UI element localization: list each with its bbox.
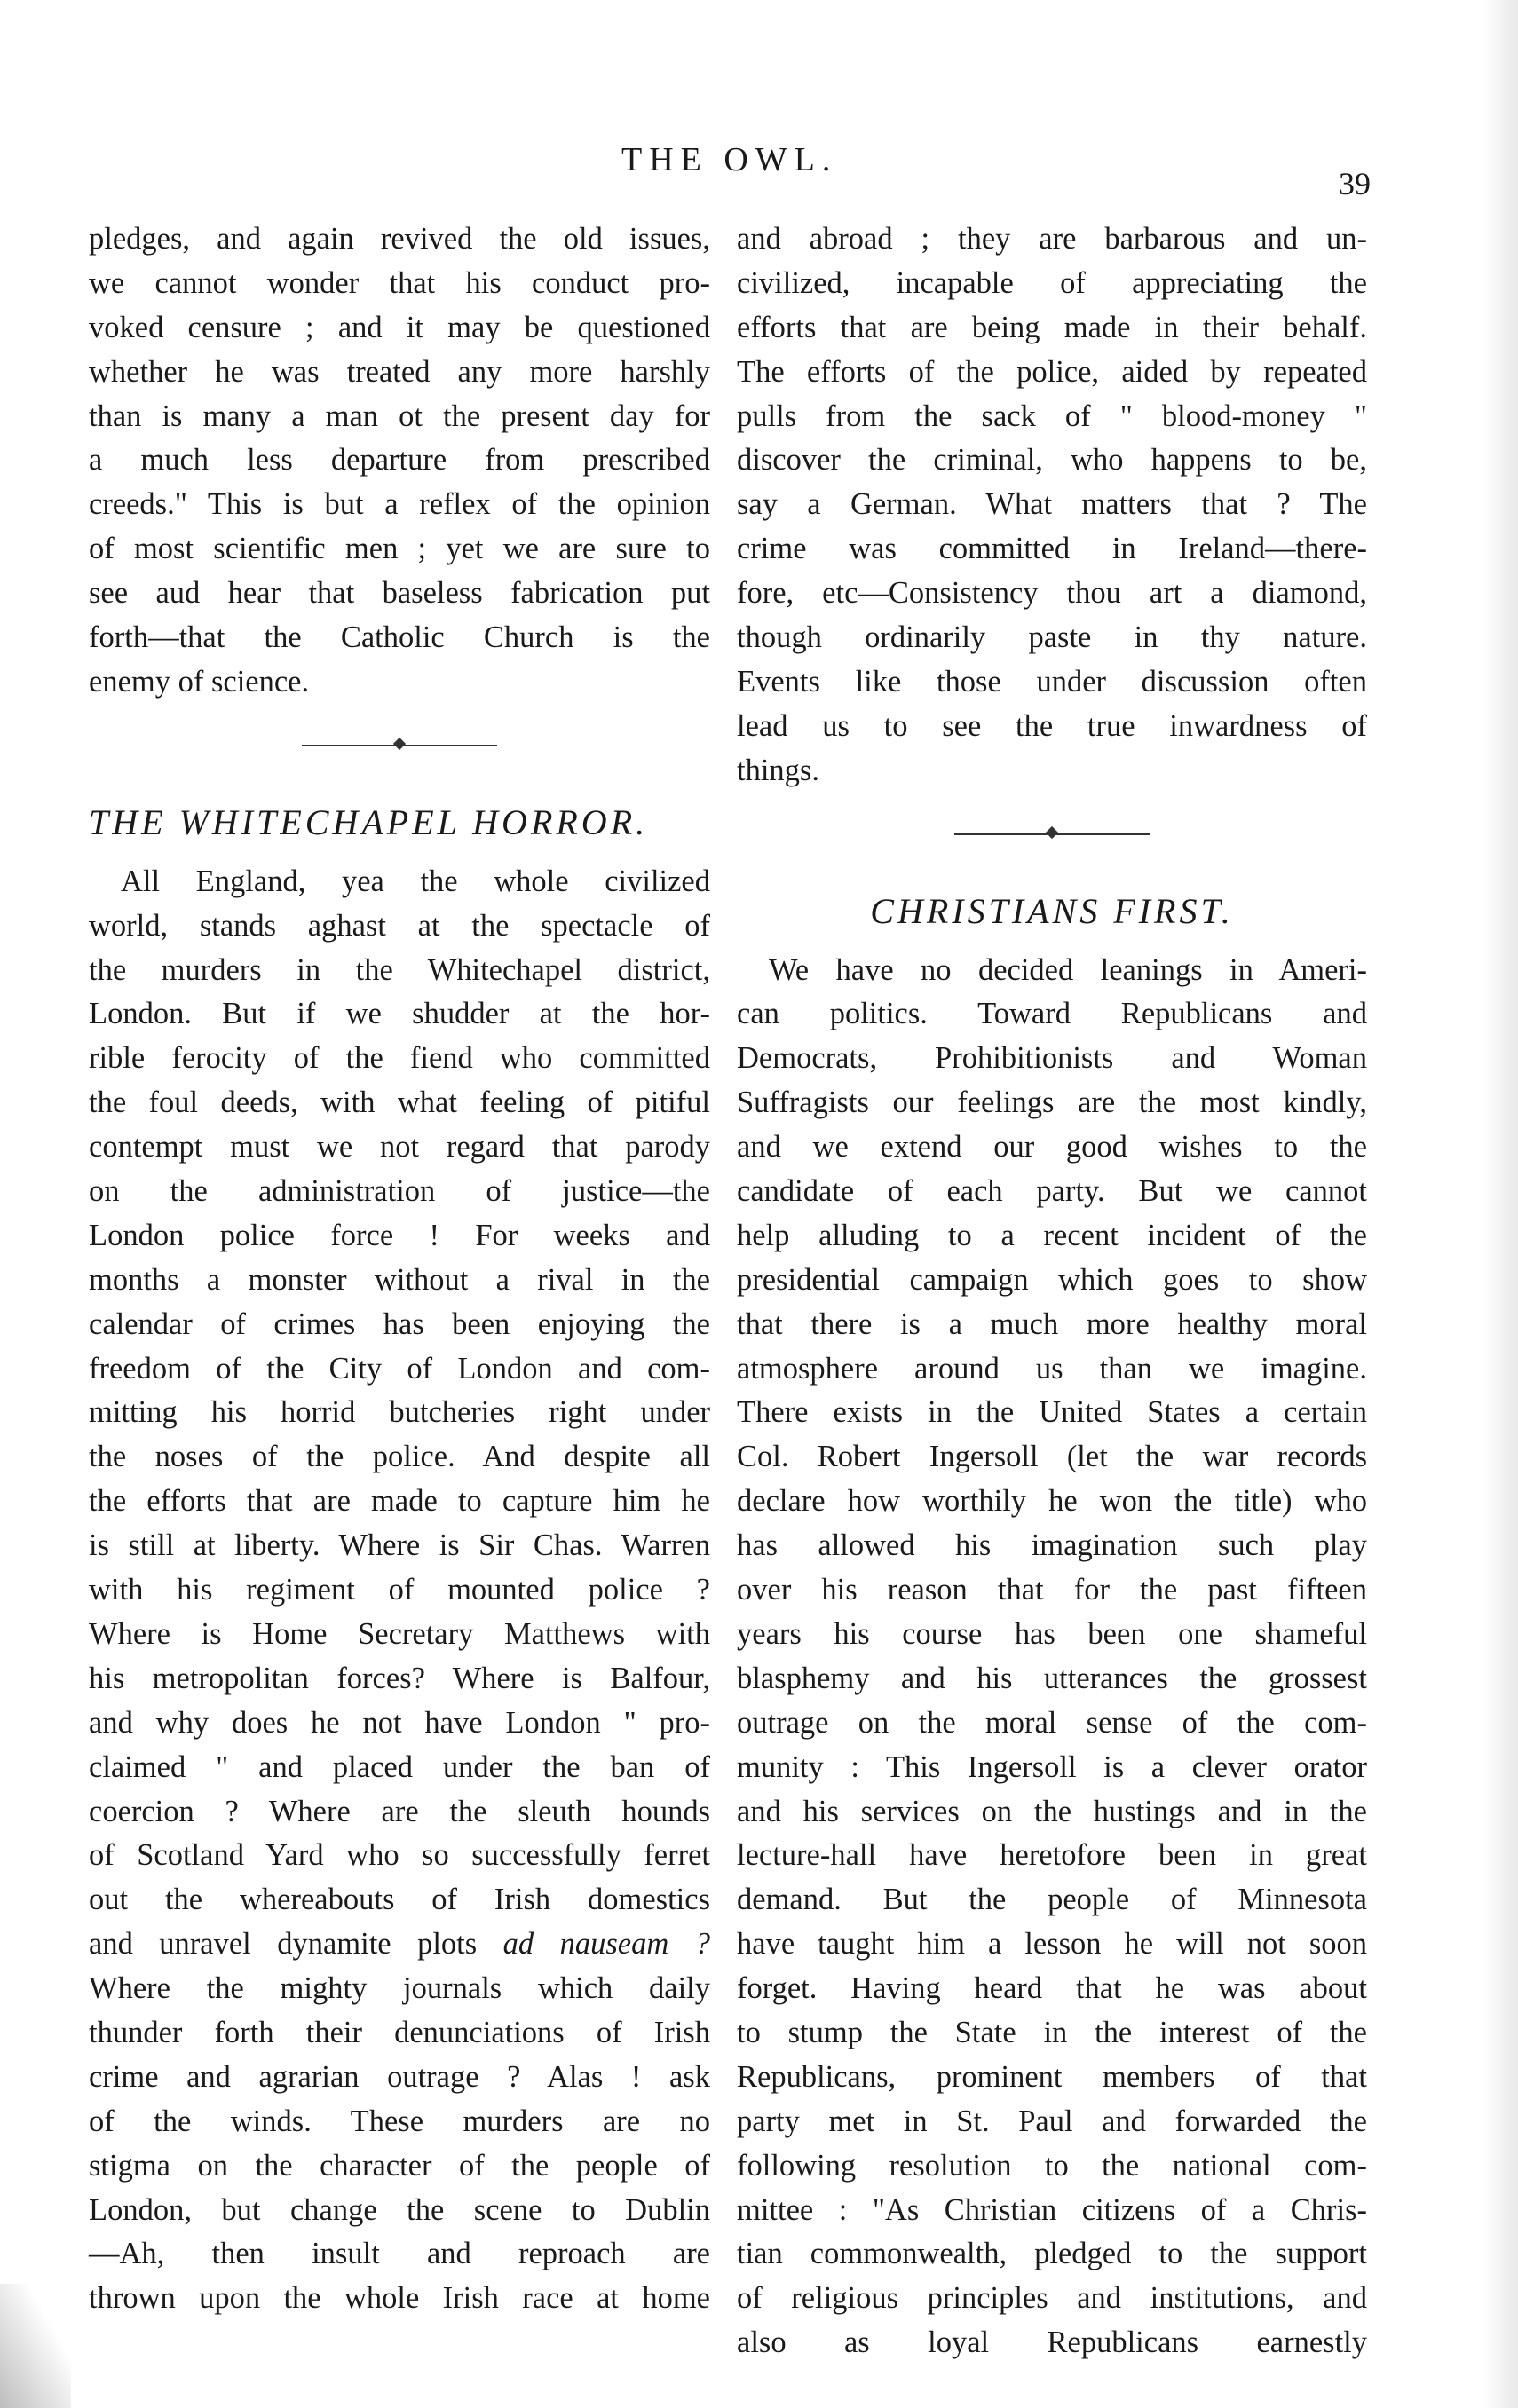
text-line: freedom of the City of London and com- [89, 1351, 710, 1386]
text-line: years his course has been one shameful [737, 1616, 1367, 1651]
text-line: Republicans, prominent members of that [737, 2059, 1367, 2094]
text-line: pledges, and again revived the old issues, [89, 222, 710, 256]
page-edge-shadow [1482, 0, 1518, 2408]
text-line: also as loyal Republicans earnestly [737, 2325, 1367, 2360]
text-line: presidential campaign which goes to show [737, 1262, 1367, 1297]
text-line: atmosphere around us than we imagine. [737, 1351, 1367, 1386]
text-line: efforts that are being made in their behalf. [737, 310, 1367, 344]
text-line: declare how worthily he won the title) who [737, 1484, 1367, 1519]
page-header [0, 140, 1518, 201]
text-line: London. But if we shudder at the hor- [89, 997, 710, 1031]
text-line: Col. Robert Ingersoll (let the war records [737, 1440, 1367, 1474]
text-line: London police force ! For weeks and [89, 1218, 710, 1252]
text-line: Where the mighty journals which daily [89, 1971, 710, 2006]
text-line: fore, etc—Consistency thou art a diamond, [737, 576, 1367, 611]
text-line: and why does he not have London " pro- [89, 1705, 710, 1740]
text-line: crime and agrarian outrage ? Alas ! ask [89, 2059, 710, 2094]
text-line: have taught him a lesson he will not soon [737, 1927, 1367, 1962]
page-corner-shadow [0, 2284, 71, 2408]
text-line: candidate of each party. But we cannot [737, 1174, 1367, 1209]
text-line: voked censure ; and it may be questioned [89, 310, 710, 344]
text-line: calendar of crimes has been enjoying the [89, 1307, 710, 1341]
text-line: lead us to see the true inwardness of [737, 708, 1367, 743]
text-line: mitting his horrid butcheries right under [89, 1395, 710, 1430]
text-line: world, stands aghast at the spectacle of [89, 908, 710, 943]
text-line: munity : This Ingersoll is a clever orator [737, 1749, 1367, 1784]
text-line: rible ferocity of the fiend who committed [89, 1041, 710, 1076]
text-line: the murders in the Whitechapel district, [89, 952, 710, 987]
text-line-with-italic [89, 1922, 710, 1967]
text-line: out the whereabouts of Irish domestics [89, 1883, 710, 1917]
text-line: on the administration of justice—the [89, 1174, 710, 1209]
text-line: of religious principles and institutions, and [737, 2281, 1367, 2316]
text-line: demand. But the people of Minnesota [737, 1883, 1367, 1917]
text-line: Events like those under discussion often [737, 664, 1367, 699]
text-line: mittee : "As Christian citizens of a Chris- [737, 2192, 1367, 2227]
text-line: civilized, incapable of appreciating the [737, 265, 1367, 300]
section-divider [737, 793, 1367, 873]
text-line: following resolution to the national com- [737, 2148, 1367, 2183]
text-line: Democrats, Prohibitionists and Woman [737, 1041, 1367, 1076]
text-line: pulls from the sack of " blood-money " [737, 399, 1367, 433]
text-line: can politics. Toward Republicans and [737, 997, 1367, 1031]
text-line: party met in St. Paul and forwarded the [737, 2104, 1367, 2138]
text-line: of most scientific men ; yet we are sure to [89, 532, 710, 566]
text-line: creeds." This is but a reflex of the opinion [89, 487, 710, 522]
text-line: lecture-hall have heretofore been in great [737, 1838, 1367, 1873]
text-line: We have no decided leanings in Ameri- [769, 952, 1367, 987]
article-body-christians-first [737, 949, 1367, 2366]
right-column [737, 217, 1367, 2365]
text-line: than is many a man ot the present day for [89, 399, 710, 433]
page-number: 39 [1339, 166, 1371, 201]
text-line: Where is Home Secretary Matthews with [89, 1616, 710, 1651]
text-line: outrage on the moral sense of the com- [737, 1705, 1367, 1740]
text-line: over his reason that for the past fifteen [737, 1573, 1367, 1607]
text-line: that there is a much more healthy moral [737, 1307, 1367, 1341]
text-line: stigma on the character of the people of [89, 2148, 710, 2183]
italic-phrase: ad nauseam ? [502, 1927, 711, 1962]
text-line: discover the criminal, who happens to be, [737, 443, 1367, 478]
text-line: All England, yea the whole civilized [121, 864, 710, 898]
text-line: London, but change the scene to Dublin [89, 2192, 710, 2227]
divider-ornament [393, 738, 406, 750]
text-line: the efforts that are made to capture him he [89, 1484, 710, 1519]
text-line: the noses of the police. And despite all [89, 1440, 710, 1474]
text-line: and his services on the hustings and in the [737, 1794, 1367, 1828]
text-line: forth—that the Catholic Church is the [89, 620, 710, 655]
text-fragment: and unravel dynamite plots [89, 1927, 478, 1962]
text-line: though ordinarily paste in thy nature. [737, 620, 1367, 655]
text-line: Suffragists our feelings are the most kindly, [737, 1086, 1367, 1120]
text-line: months a monster without a rival in the [89, 1262, 710, 1297]
text-line: contempt must we not regard that parody [89, 1130, 710, 1165]
text-line: a much less departure from prescribed [89, 443, 710, 478]
text-line: blasphemy and his utterances the grossest [737, 1661, 1367, 1695]
text-line: is still at liberty. Where is Sir Chas. Warren [89, 1528, 710, 1563]
article-body-whitechapel [89, 860, 710, 2321]
text-line: see aud hear that baseless fabrication put [89, 576, 710, 611]
text-line: has allowed his imagination such play [737, 1528, 1367, 1563]
text-line: the foul deeds, with what feeling of pitiful [89, 1086, 710, 1120]
section-divider [89, 705, 710, 785]
text-line: crime was committed in Ireland—there- [737, 532, 1367, 566]
left-column [89, 217, 710, 2321]
text-line: coercion ? Where are the sleuth hounds [89, 1794, 710, 1828]
text-line: to stump the State in the interest of the [737, 2015, 1367, 2049]
text-line: thrown upon the whole Irish race at home [89, 2281, 710, 2316]
text-line: of Scotland Yard who so successfully ferret [89, 1838, 710, 1873]
divider-ornament [1046, 826, 1058, 839]
text-line: whether he was treated any more harshly [89, 354, 710, 389]
text-line: There exists in the United States a certain [737, 1395, 1367, 1430]
text-line: tian commonwealth, pledged to the support [737, 2237, 1367, 2271]
continued-paragraph [737, 217, 1367, 793]
article-heading-whitechapel: THE WHITECHAPEL HORROR. [89, 801, 649, 842]
text-line: enemy of science. [89, 664, 310, 699]
text-line: and abroad ; they are barbarous and un- [737, 222, 1367, 256]
intro-paragraph [89, 217, 710, 705]
text-line: thunder forth their denunciations of Irish [89, 2015, 710, 2049]
text-line: we cannot wonder that his conduct pro- [89, 265, 710, 300]
text-line: of the winds. These murders are no [89, 2104, 710, 2138]
text-line: things. [737, 753, 819, 787]
text-line: The efforts of the police, aided by repeated [737, 354, 1367, 389]
running-title: THE OWL. [621, 141, 838, 178]
text-line: forget. Having heard that he was about [737, 1971, 1367, 2006]
text-line: and we extend our good wishes to the [737, 1130, 1367, 1165]
text-line: —Ah, then insult and reproach are [89, 2237, 710, 2271]
text-line: his metropolitan forces? Where is Balfour, [89, 1661, 710, 1695]
text-line: with his regiment of mounted police ? [89, 1573, 710, 1607]
article-heading-christians-first: CHRISTIANS FIRST. [870, 890, 1234, 931]
text-line: claimed " and placed under the ban of [89, 1749, 710, 1784]
text-line: say a German. What matters that ? The [737, 487, 1367, 522]
text-line: help alluding to a recent incident of the [737, 1218, 1367, 1252]
